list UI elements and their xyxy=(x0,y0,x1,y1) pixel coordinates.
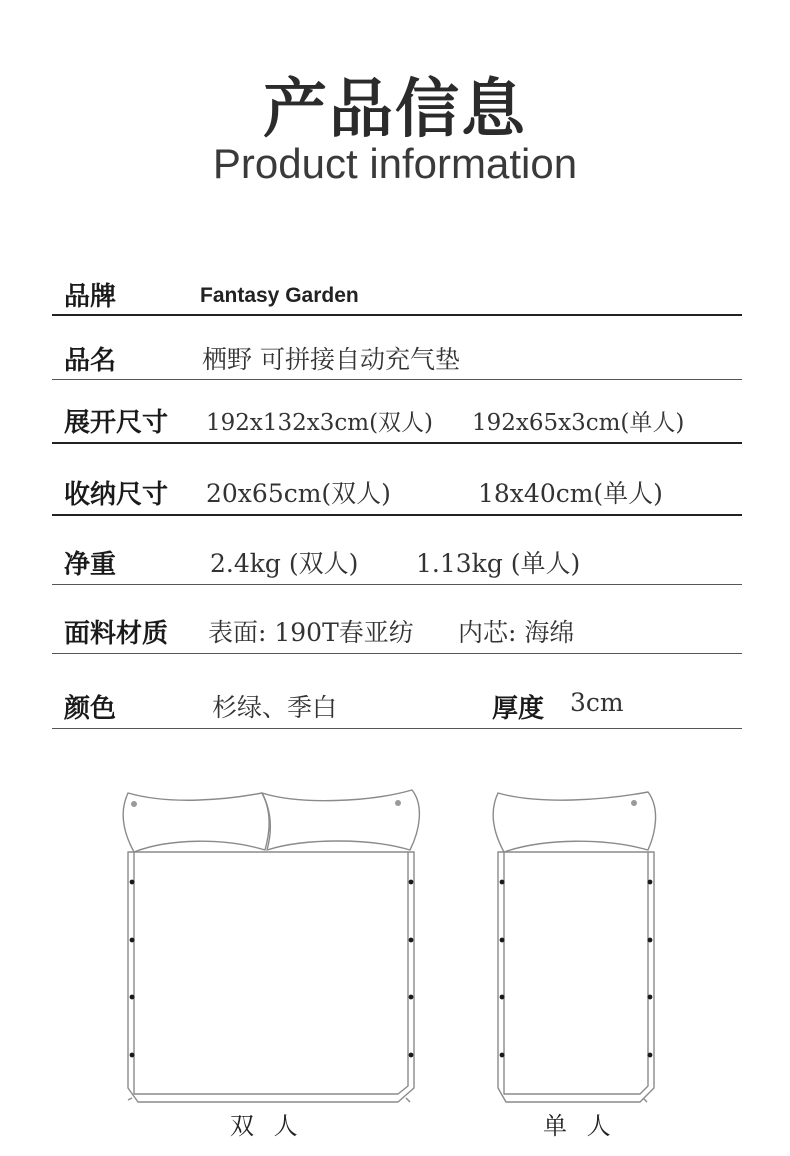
material-core: 内芯: 海绵 xyxy=(458,618,575,647)
brand-value: Fantasy Garden xyxy=(200,284,359,307)
color-label: 颜色 xyxy=(64,694,117,724)
fold-size-single: 18x40cm(单人) xyxy=(478,479,663,508)
weight-double: 2.4kg (双人) xyxy=(210,549,359,578)
name-label: 品名 xyxy=(64,346,117,376)
material-surface: 表面: 190T春亚纺 xyxy=(208,618,414,647)
thickness-label: 厚度 xyxy=(492,694,545,724)
single-pillow xyxy=(493,792,655,852)
weight-single: 1.13kg (单人) xyxy=(416,549,581,578)
single-mattress-body xyxy=(498,852,654,1102)
unfold-size-single: 192x65x3cm(单人) xyxy=(472,410,685,436)
weight-label: 净重 xyxy=(64,550,117,580)
page-title-cn: 产品信息 xyxy=(263,73,527,147)
name-value: 栖野 可拼接自动充气垫 xyxy=(202,345,460,374)
fold-size-label: 收纳尺寸 xyxy=(64,480,169,510)
single-caption: 单 人 xyxy=(543,1112,617,1140)
unfold-size-label: 展开尺寸 xyxy=(64,408,169,438)
page-title-en: Product information xyxy=(212,140,578,187)
brand-label: 品牌 xyxy=(64,282,117,312)
double-valve-dot-right xyxy=(395,800,401,806)
color-value: 杉绿、季白 xyxy=(212,693,338,722)
material-label: 面料材质 xyxy=(64,619,169,649)
fold-size-double: 20x65cm(双人) xyxy=(206,479,391,508)
single-valve-dot xyxy=(631,800,637,806)
double-pillow-left xyxy=(123,793,269,852)
double-caption: 双 人 xyxy=(230,1112,304,1140)
double-mattress-body xyxy=(128,852,414,1102)
unfold-size-double: 192x132x3cm(双人) xyxy=(206,410,434,436)
double-valve-dot-left xyxy=(131,801,137,807)
thickness-value: 3cm xyxy=(570,688,624,717)
double-pillow-right xyxy=(262,790,419,850)
